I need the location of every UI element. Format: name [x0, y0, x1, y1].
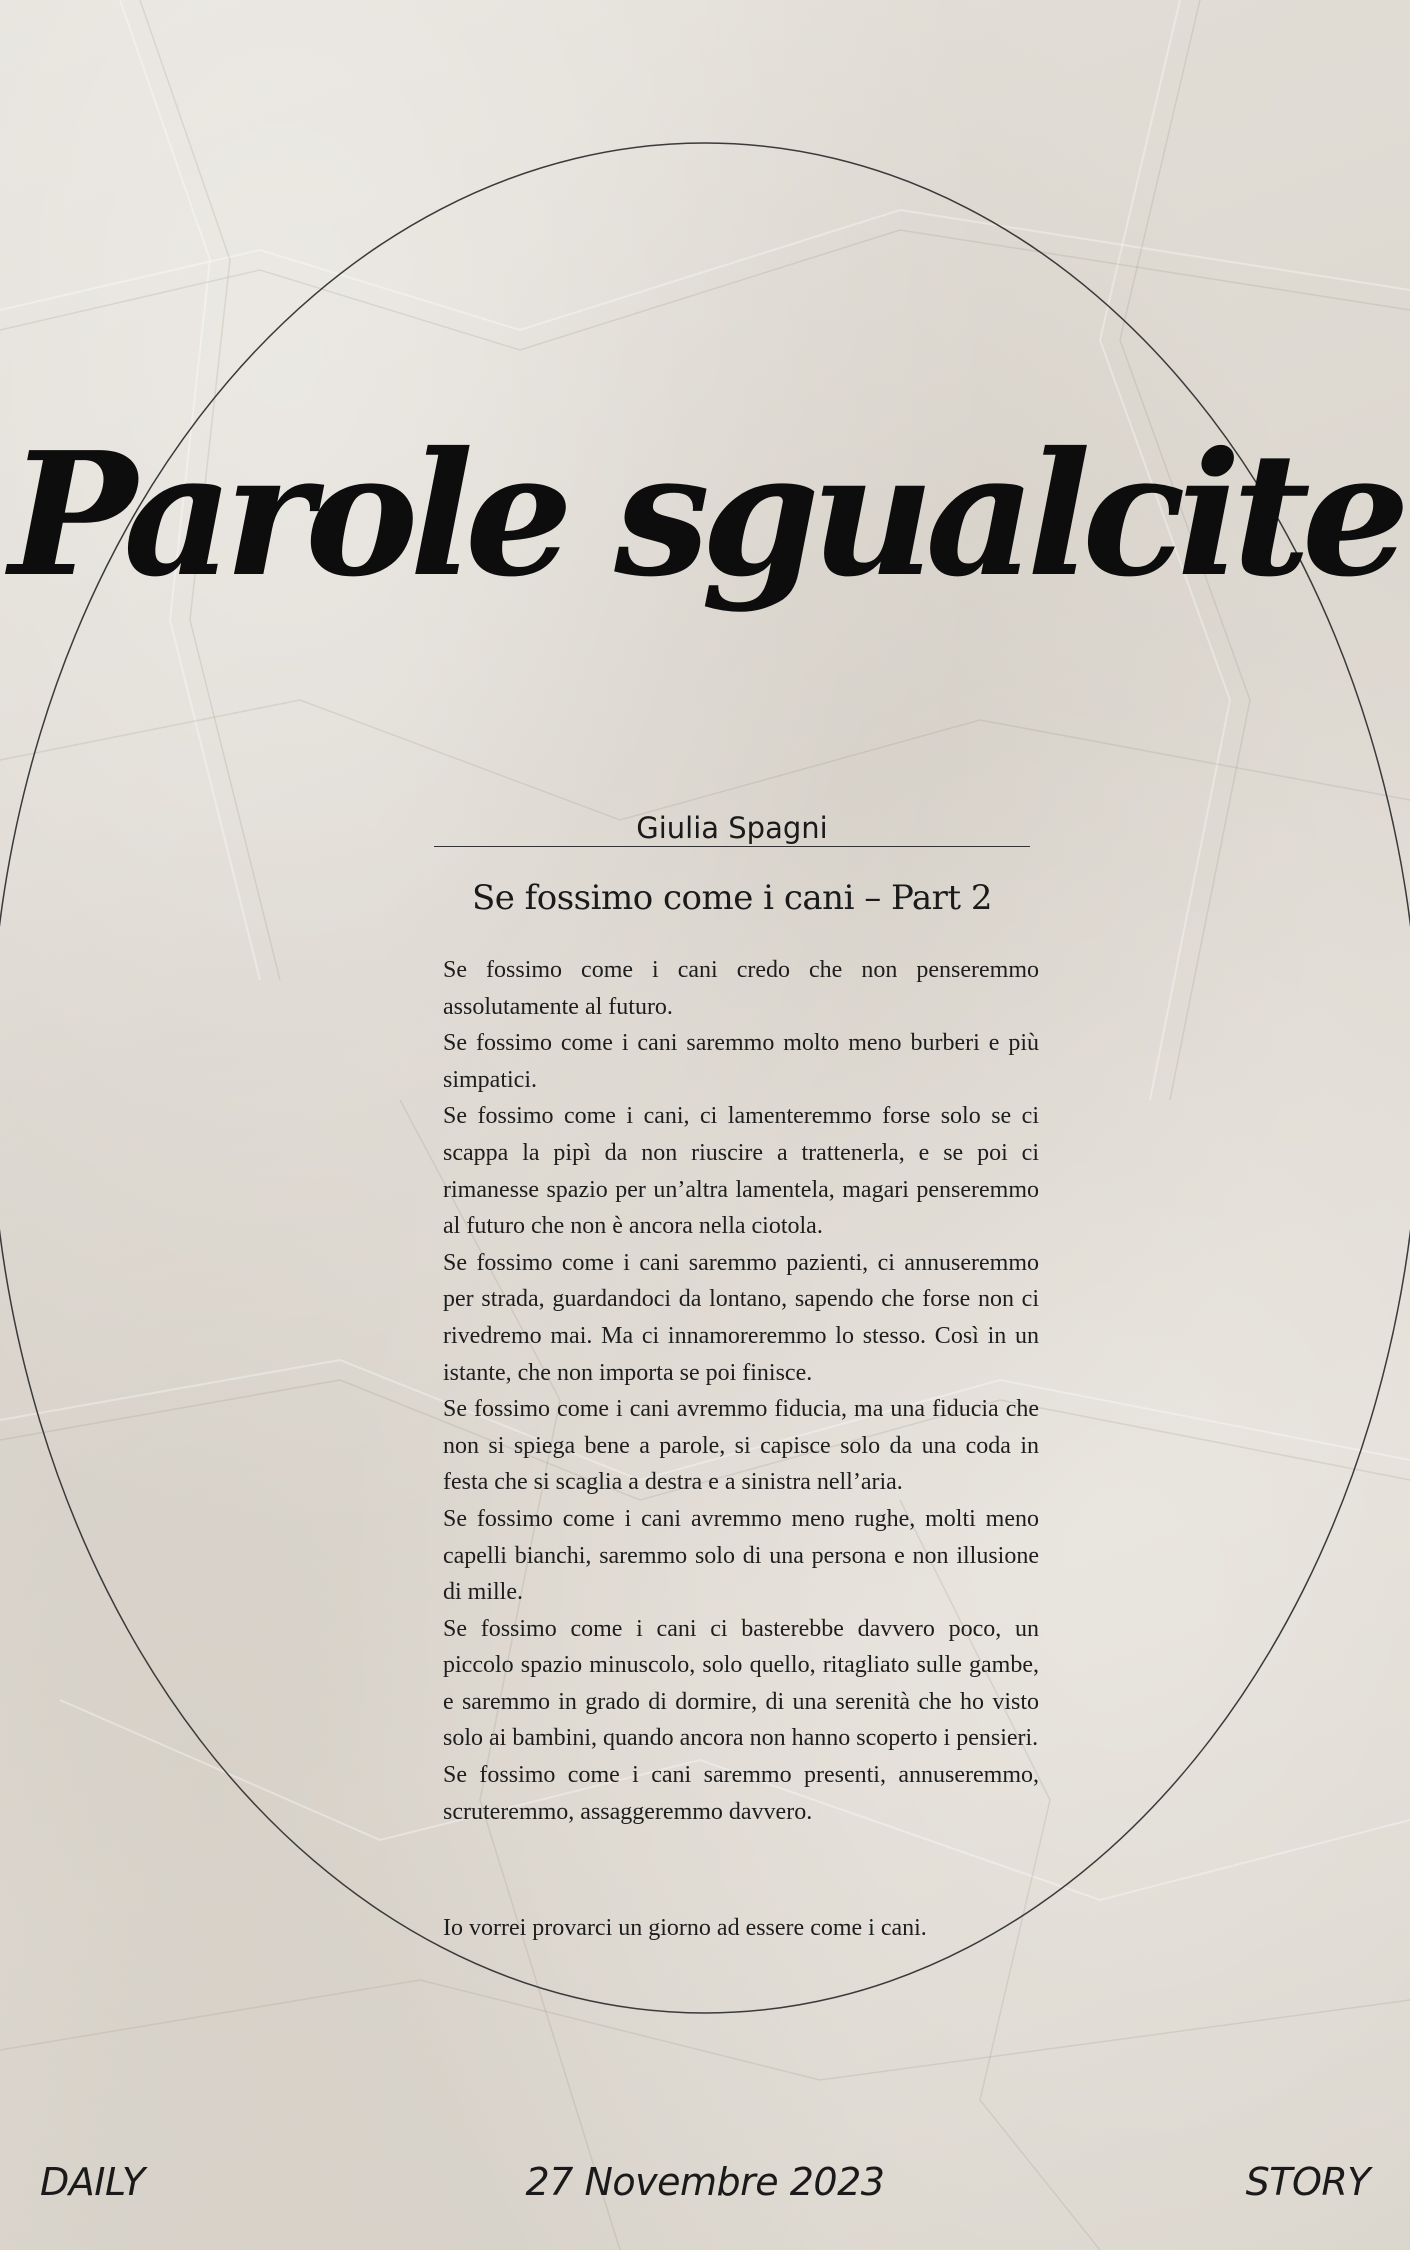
article-subtitle: Se fossimo come i cani – Part 2 [471, 878, 993, 918]
paragraph: Se fossimo come i cani credo che non penseremmo assolutamente al futuro. [443, 957, 1039, 1020]
footer-daily-label: DAILY [40, 2160, 145, 2204]
paragraph: Se fossimo come i cani avremmo fiducia, ma una fiducia che non si spiega bene a parole, si capisce solo da una coda in festa che si scaglia a destra e a sinistra nell’aria. [443, 1396, 1039, 1496]
closing-line: Io vorrei provarci un giorno ad essere come i cani. [443, 1915, 927, 1941]
paragraph: Se fossimo come i cani saremmo presenti, annuseremmo, scruteremmo, assaggeremmo davvero. [443, 1762, 1039, 1825]
author-divider [434, 846, 1030, 847]
footer-date: 27 Novembre 2023 [525, 2160, 885, 2204]
paragraph: Se fossimo come i cani avremmo meno rughe, molti meno capelli bianchi, saremmo solo di una persona e non illusione di mille. [443, 1505, 1039, 1606]
paragraph: Se fossimo come i cani saremmo molto meno burberi e più simpatici. [443, 1030, 1039, 1093]
author-name: Giulia Spagni [636, 811, 828, 845]
footer-story-label: STORY [1245, 2160, 1370, 2204]
article-body [443, 952, 1039, 1830]
paragraph: Se fossimo come i cani ci basterebbe davvero poco, un piccolo spazio minuscolo, solo quello, ritagliato sulle gambe, e saremmo in grado di dormire, di una serenità che ho visto solo ai bambini, quando ancora non hanno scoperto i pensieri. [443, 1615, 1039, 1752]
masthead-title: Parole sgualcite [9, 415, 1401, 615]
paragraph: Se fossimo come i cani, ci lamenteremmo forse solo se ci scappa la pipì da non riuscire a trattenerla, e se poi ci rimanesse spazio per un’altra lamentela, magari penseremmo al futuro che non è ancora nella ciotola. [443, 1103, 1039, 1240]
paragraph: Se fossimo come i cani saremmo pazienti, ci annuseremmo per strada, guardandoci da lontano, sapendo che forse non ci rivedremo mai. Ma ci innamoreremmo lo stesso. Così in un istante, che non importa se poi finisce. [443, 1249, 1039, 1386]
